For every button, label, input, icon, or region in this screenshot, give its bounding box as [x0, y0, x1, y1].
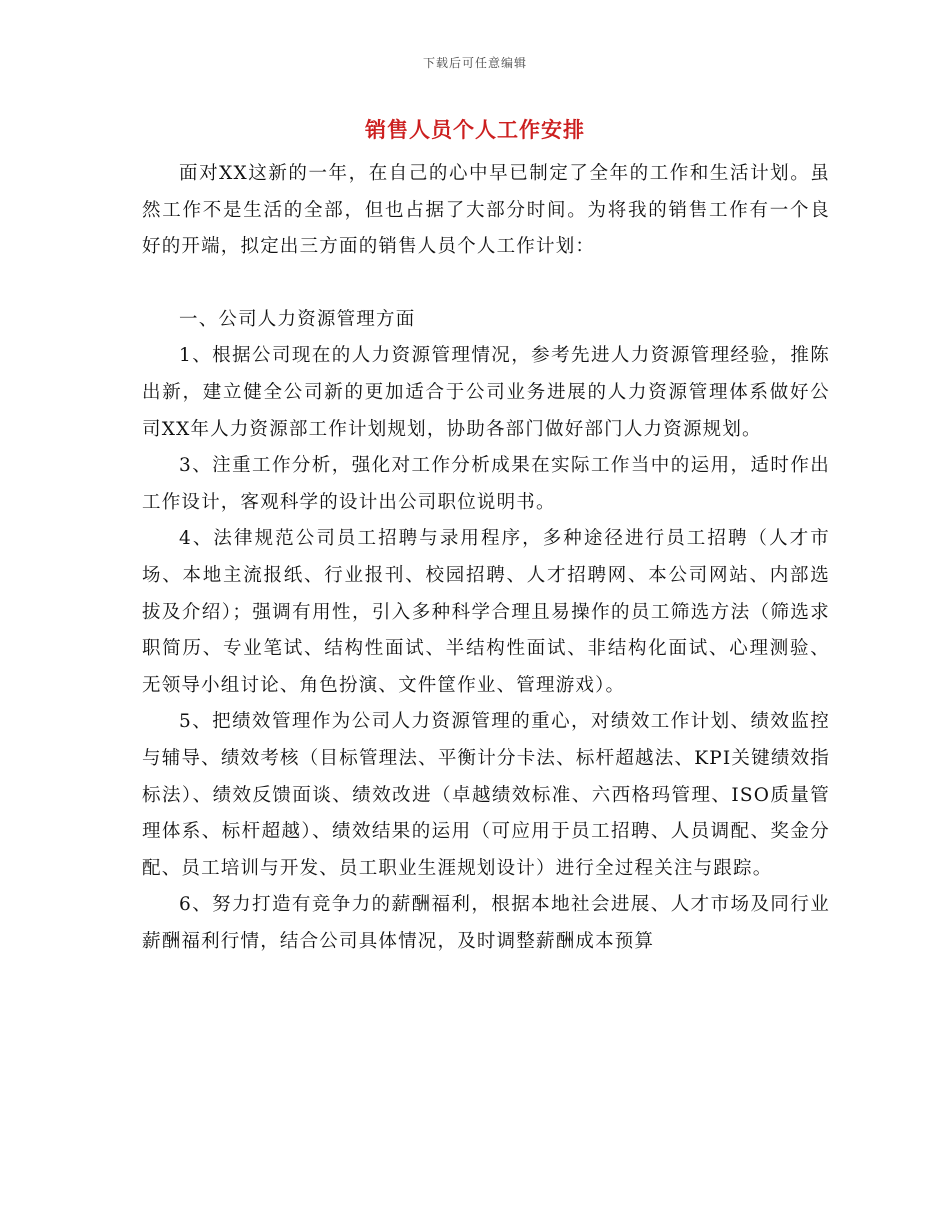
document-body: [142, 156, 830, 960]
document-title: 销售人员个人工作安排: [365, 117, 585, 142]
page-header-note: 下载后可任意编辑: [422, 56, 527, 70]
section-heading: 一、公司人力资源管理方面: [179, 308, 416, 330]
paragraph-item-4: 4、法律规范公司员工招聘与录用程序，多种途径进行员工招聘（人才市场、本地主流报纸、行业报刊、校园招聘、人才招聘网、本公司网站、内部选拔及介绍）；强调有用性，引入多种科学合理且易操作的员工筛选方法（筛选求职简历、专业笔试、结构性面试、半结构性面试、非结构化面试、心理测验、无领导小组讨论、角色扮演、文件筐作业、管理游戏）。: [142, 528, 830, 696]
paragraph-item-6: 6、努力打造有竞争力的薪酬福利，根据本地社会进展、人才市场及同行业薪酬福利行情，结合公司具体情况，及时调整薪酬成本预算: [142, 894, 830, 952]
paragraph-item-1: 1、根据公司现在的人力资源管理情况，参考先进人力资源管理经验，推陈出新，建立健全公司新的更加适合于公司业务进展的人力资源管理体系做好公司XX年人力资源部工作计划规划，协助各部门做好部门人力资源规划。: [142, 345, 830, 440]
paragraph-item-3: 3、注重工作分析，强化对工作分析成果在实际工作当中的运用，适时作出工作设计，客观科学的设计出公司职位说明书。: [142, 455, 830, 513]
paragraph-item-5: 5、把绩效管理作为公司人力资源管理的重心，对绩效工作计划、绩效监控与辅导、绩效考核（目标管理法、平衡计分卡法、标杆超越法、KPI关键绩效指标法）、绩效反馈面谈、绩效改进（卓越绩效标准、六西格玛管理、ISO质量管理体系、标杆超越）、绩效结果的运用（可应用于员工招聘、人员调配、奖金分配、员工培训与开发、员工职业生涯规划设计）进行全过程关注与跟踪。: [142, 711, 830, 879]
intro-paragraph: 面对XX这新的一年，在自己的心中早已制定了全年的工作和生活计划。虽然工作不是生活的全部，但也占据了大部分时间。为将我的销售工作有一个良好的开端，拟定出三方面的销售人员个人工作计划：: [142, 163, 830, 258]
